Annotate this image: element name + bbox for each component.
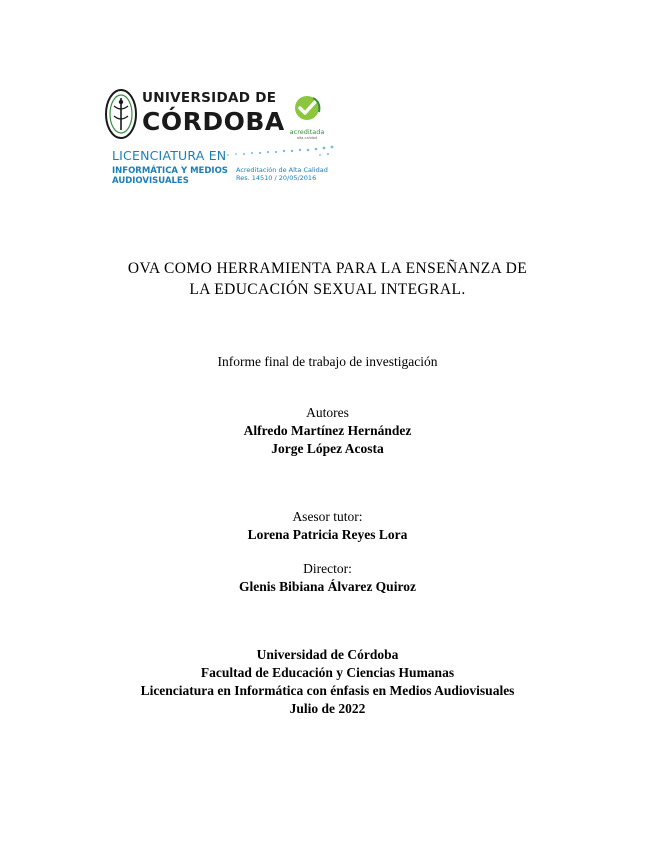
university-logo bbox=[104, 88, 344, 193]
faculty-name: Facultad de Educación y Ciencias Humanas bbox=[200, 665, 455, 680]
program-name bbox=[112, 150, 228, 187]
tutor-label: Asesor tutor: bbox=[292, 509, 363, 524]
authors-section bbox=[0, 404, 655, 458]
program-accreditation bbox=[236, 166, 328, 183]
university-crest-icon bbox=[104, 88, 138, 140]
document-date: Julio de 2022 bbox=[289, 701, 366, 716]
university-name-line2: CÓRDOBA bbox=[142, 106, 285, 136]
university-name-line1: UNIVERSIDAD DE bbox=[142, 90, 277, 106]
program-accreditation-line1: Acreditación de Alta Calidad bbox=[236, 166, 328, 174]
decorative-dots-icon bbox=[224, 144, 336, 158]
accreditation-badge-sub: alta calidad bbox=[296, 136, 318, 140]
accreditation-check-icon bbox=[291, 94, 323, 122]
title-line2: LA EDUCACIÓN SEXUAL INTEGRAL. bbox=[189, 281, 466, 298]
author-name: Alfredo Martínez Hernández bbox=[243, 423, 412, 438]
program-accreditation-line2: Res. 14510 / 20/05/2016 bbox=[236, 174, 317, 183]
institution-name: Universidad de Córdoba bbox=[256, 647, 399, 662]
tutor-name: Lorena Patricia Reyes Lora bbox=[247, 527, 408, 542]
institution-section bbox=[0, 646, 655, 718]
program-full-name: Licenciatura en Informática con énfasis en Medios Audiovisuales bbox=[140, 683, 515, 698]
program-line1: LICENCIATURA EN bbox=[112, 148, 227, 163]
university-name bbox=[142, 92, 285, 134]
author-name: Jorge López Acosta bbox=[271, 441, 384, 456]
title-line1: OVA COMO HERRAMIENTA PARA LA ENSEÑANZA DE bbox=[127, 260, 528, 277]
accreditation-badge-label: acreditada bbox=[289, 128, 325, 136]
program-line3: AUDIOVISUALES bbox=[112, 176, 189, 187]
program-line2: INFORMÁTICA Y MEDIOS bbox=[112, 165, 228, 176]
authors-label: Autores bbox=[306, 405, 349, 420]
tutor-section bbox=[0, 508, 655, 544]
director-name: Glenis Bibiana Álvarez Quiroz bbox=[239, 579, 416, 594]
accreditation-badge bbox=[289, 94, 325, 140]
director-label: Director: bbox=[303, 561, 352, 576]
director-section bbox=[0, 560, 655, 596]
document-title bbox=[0, 258, 655, 300]
document-subtitle: Informe final de trabajo de investigación bbox=[217, 354, 438, 369]
